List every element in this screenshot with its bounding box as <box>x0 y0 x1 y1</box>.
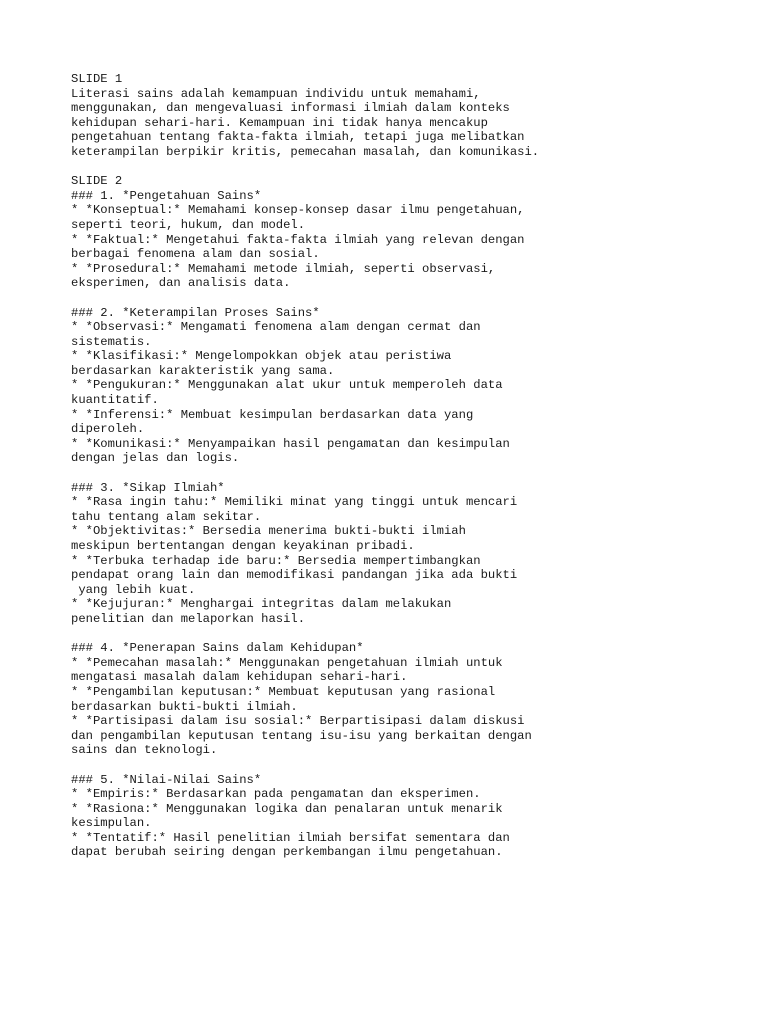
section-nilai-nilai-sains <box>71 773 731 861</box>
blank-line <box>71 291 731 306</box>
section-line: * *Partisipasi dalam isu sosial:* Berpartisipasi dalam diskusi <box>71 714 525 729</box>
section-line: * *Observasi:* Mengamati fenomena alam dengan cermat dan <box>71 320 481 335</box>
section-line: eksperimen, dan analisis data. <box>71 276 291 291</box>
blank-line <box>71 758 731 773</box>
section-line: sains dan teknologi. <box>71 743 218 758</box>
section-line: tahu tentang alam sekitar. <box>71 509 262 524</box>
slide-1-line: kehidupan sehari-hari. Kemampuan ini tidak hanya mencakup <box>71 115 488 130</box>
section-heading: ### 5. *Nilai-Nilai Sains* <box>71 772 262 787</box>
section-line: * *Prosedural:* Memahami metode ilmiah, seperti observasi, <box>71 261 496 276</box>
section-keterampilan-proses-sains <box>71 306 731 467</box>
blank-line <box>71 627 731 642</box>
section-line: berdasarkan bukti-bukti ilmiah. <box>71 699 298 714</box>
section-line: * *Tentatif:* Hasil penelitian ilmiah bersifat sementara dan <box>71 830 510 845</box>
section-penerapan-sains <box>71 641 731 758</box>
section-line: diperoleh. <box>71 422 145 437</box>
section-line: * *Rasiona:* Menggunakan logika dan penalaran untuk menarik <box>71 801 503 816</box>
slide-1-line: keterampilan berpikir kritis, pemecahan masalah, dan komunikasi. <box>71 144 540 159</box>
section-pengetahuan-sains <box>71 189 731 291</box>
section-line: dengan jelas dan logis. <box>71 451 240 466</box>
slide-1-line: menggunakan, dan mengevaluasi informasi ilmiah dalam konteks <box>71 101 510 116</box>
section-line: penelitian dan melaporkan hasil. <box>71 611 306 626</box>
section-heading: ### 2. *Keterampilan Proses Sains* <box>71 305 320 320</box>
section-line: kesimpulan. <box>71 816 152 831</box>
section-line: berbagai fenomena alam dan sosial. <box>71 247 320 262</box>
section-line: * *Pengukuran:* Menggunakan alat ukur untuk memperoleh data <box>71 378 503 393</box>
section-line: dapat berubah seiring dengan perkembangan ilmu pengetahuan. <box>71 845 503 860</box>
section-line: * *Pengambilan keputusan:* Membuat keputusan yang rasional <box>71 684 496 699</box>
section-line: yang lebih kuat. <box>71 582 196 597</box>
section-line: * *Konseptual:* Memahami konsep-konsep dasar ilmu pengetahuan, <box>71 203 525 218</box>
section-line: mengatasi masalah dalam kehidupan sehari-hari. <box>71 670 408 685</box>
section-line: * *Terbuka terhadap ide baru:* Bersedia mempertimbangkan <box>71 553 481 568</box>
section-line: * *Objektivitas:* Bersedia menerima bukti-bukti ilmiah <box>71 524 466 539</box>
section-line: meskipun bertentangan dengan keyakinan pribadi. <box>71 539 415 553</box>
section-line: * *Komunikasi:* Menyampaikan hasil pengamatan dan kesimpulan <box>71 436 510 451</box>
section-line: * *Rasa ingin tahu:* Memiliki minat yang tinggi untuk mencari <box>71 495 518 510</box>
slide-1-line: pengetahuan tentang fakta-fakta ilmiah, tetapi juga melibatkan <box>71 130 525 145</box>
section-heading: ### 3. *Sikap Ilmiah* <box>71 480 225 495</box>
section-line: * *Inferensi:* Membuat kesimpulan berdasarkan data yang <box>71 407 474 422</box>
slide-2-heading: SLIDE 2 <box>71 174 123 189</box>
slide-1-block <box>71 72 731 160</box>
blank-line <box>71 160 731 175</box>
section-line: seperti teori, hukum, dan model. <box>71 217 306 232</box>
blank-line <box>71 466 731 481</box>
slide-1-heading: SLIDE 1 <box>71 72 123 86</box>
section-line: dan pengambilan keputusan tentang isu-isu yang berkaitan dengan <box>71 728 532 743</box>
section-line: * *Faktual:* Mengetahui fakta-fakta ilmiah yang relevan dengan <box>71 232 525 247</box>
section-line: kuantitatif. <box>71 393 159 408</box>
slide-1-line: Literasi sains adalah kemampuan individu untuk memahami, <box>71 86 481 101</box>
section-line: * *Empiris:* Berdasarkan pada pengamatan dan eksperimen. <box>71 787 481 802</box>
section-heading: ### 1. *Pengetahuan Sains* <box>71 188 262 203</box>
section-line: berdasarkan karakteristik yang sama. <box>71 363 335 378</box>
slide-2-block <box>71 174 731 860</box>
section-line: * *Pemecahan masalah:* Menggunakan pengetahuan ilmiah untuk <box>71 655 503 670</box>
section-sikap-ilmiah <box>71 481 731 627</box>
section-line: * *Klasifikasi:* Mengelompokkan objek atau peristiwa <box>71 349 452 364</box>
section-line: pendapat orang lain dan memodifikasi pandangan jika ada bukti <box>71 568 518 583</box>
document-page <box>71 72 731 860</box>
section-line: sistematis. <box>71 334 152 349</box>
section-heading: ### 4. *Penerapan Sains dalam Kehidupan* <box>71 641 364 656</box>
section-line: * *Kejujuran:* Menghargai integritas dalam melakukan <box>71 597 452 612</box>
